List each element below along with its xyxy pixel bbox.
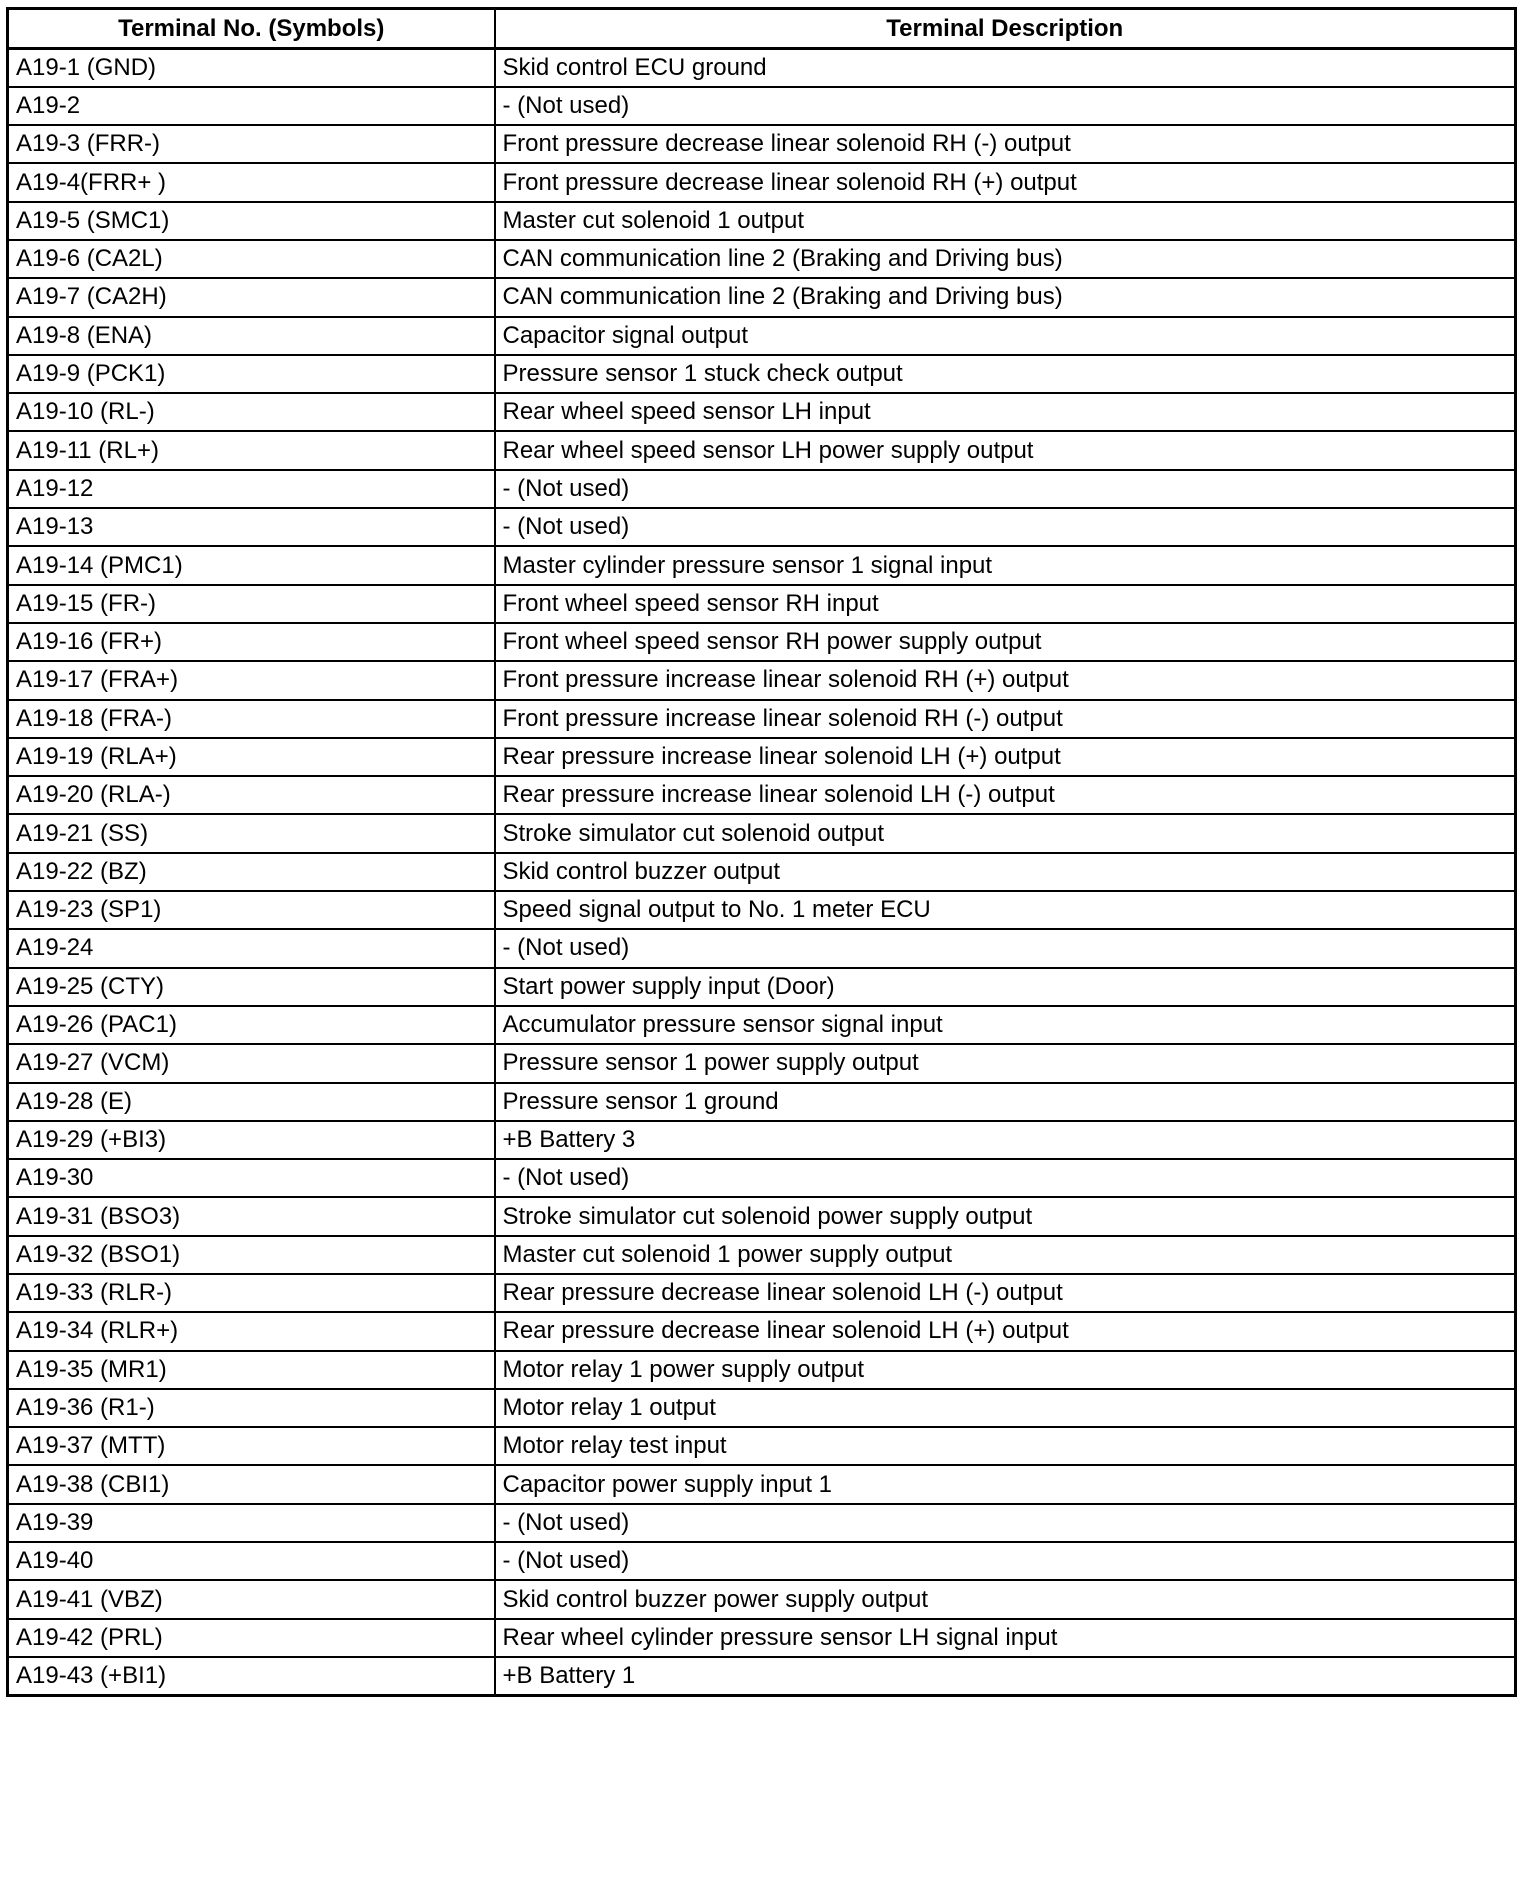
table-row [8,87,1516,125]
terminal-description-cell: CAN communication line 2 (Braking and Driving bus) [495,278,1516,316]
terminal-description-cell: - (Not used) [495,508,1516,546]
table-row [8,1427,1516,1465]
table-row [8,508,1516,546]
terminal-no-cell: A19-42 (PRL) [8,1619,495,1657]
table-body [8,49,1516,1696]
terminal-description-cell: Motor relay test input [495,1427,1516,1465]
terminal-description-cell: Rear pressure increase linear solenoid LH (-) output [495,776,1516,814]
terminal-description-cell: Capacitor power supply input 1 [495,1465,1516,1503]
terminal-no-cell: A19-32 (BSO1) [8,1236,495,1274]
terminal-no-cell: A19-19 (RLA+) [8,738,495,776]
terminal-description-cell: Rear pressure increase linear solenoid LH (+) output [495,738,1516,776]
table-row [8,1236,1516,1274]
terminal-no-cell: A19-39 [8,1504,495,1542]
terminal-no-cell: A19-35 (MR1) [8,1351,495,1389]
table-row [8,355,1516,393]
table-row [8,1274,1516,1312]
terminal-description-cell: Front pressure increase linear solenoid RH (-) output [495,700,1516,738]
terminal-no-cell: A19-34 (RLR+) [8,1312,495,1350]
terminal-no-cell: A19-15 (FR-) [8,585,495,623]
terminal-description-cell: Master cylinder pressure sensor 1 signal input [495,546,1516,584]
terminal-no-cell: A19-2 [8,87,495,125]
table-row [8,1044,1516,1082]
table-row [8,202,1516,240]
terminal-description-cell: Rear pressure decrease linear solenoid LH (-) output [495,1274,1516,1312]
terminal-description-cell: - (Not used) [495,1159,1516,1197]
terminal-no-cell: A19-16 (FR+) [8,623,495,661]
table-row [8,1542,1516,1580]
terminal-description-cell: Speed signal output to No. 1 meter ECU [495,891,1516,929]
table-header-row [8,9,1516,49]
table-row [8,738,1516,776]
terminal-description-cell: Start power supply input (Door) [495,968,1516,1006]
terminal-description-cell: Skid control ECU ground [495,49,1516,87]
table-row [8,546,1516,584]
terminal-description-cell: Motor relay 1 power supply output [495,1351,1516,1389]
terminal-no-cell: A19-43 (+BI1) [8,1657,495,1695]
terminal-no-cell: A19-29 (+BI3) [8,1121,495,1159]
terminal-no-cell: A19-40 [8,1542,495,1580]
terminal-description-cell: Motor relay 1 output [495,1389,1516,1427]
table-row [8,1389,1516,1427]
terminal-no-cell: A19-25 (CTY) [8,968,495,1006]
terminal-no-cell: A19-24 [8,929,495,967]
terminal-no-cell: A19-14 (PMC1) [8,546,495,584]
terminal-description-cell: Stroke simulator cut solenoid power supply output [495,1197,1516,1235]
table-row [8,891,1516,929]
table-row [8,125,1516,163]
column-header-terminal-no: Terminal No. (Symbols) [8,9,495,49]
terminal-no-cell: A19-4(FRR+ ) [8,163,495,201]
terminal-no-cell: A19-38 (CBI1) [8,1465,495,1503]
terminal-description-cell: Front wheel speed sensor RH input [495,585,1516,623]
terminal-no-cell: A19-30 [8,1159,495,1197]
terminal-description-cell: Accumulator pressure sensor signal input [495,1006,1516,1044]
table-row [8,1619,1516,1657]
terminal-description-cell: Front wheel speed sensor RH power supply output [495,623,1516,661]
terminal-description-cell: +B Battery 1 [495,1657,1516,1695]
terminal-description-cell: CAN communication line 2 (Braking and Driving bus) [495,240,1516,278]
terminal-table [6,7,1517,1697]
table-row [8,1121,1516,1159]
table-row [8,1657,1516,1695]
terminal-description-cell: Rear wheel cylinder pressure sensor LH signal input [495,1619,1516,1657]
table-row [8,1351,1516,1389]
terminal-description-cell: - (Not used) [495,1504,1516,1542]
terminal-no-cell: A19-17 (FRA+) [8,661,495,699]
terminal-description-cell: Pressure sensor 1 ground [495,1083,1516,1121]
terminal-no-cell: A19-1 (GND) [8,49,495,87]
terminal-no-cell: A19-12 [8,470,495,508]
terminal-no-cell: A19-3 (FRR-) [8,125,495,163]
table-row [8,1465,1516,1503]
terminal-no-cell: A19-5 (SMC1) [8,202,495,240]
terminal-no-cell: A19-20 (RLA-) [8,776,495,814]
table-row [8,49,1516,87]
table-row [8,853,1516,891]
terminal-no-cell: A19-21 (SS) [8,814,495,852]
terminal-no-cell: A19-31 (BSO3) [8,1197,495,1235]
terminal-no-cell: A19-8 (ENA) [8,317,495,355]
terminal-description-cell: Front pressure increase linear solenoid RH (+) output [495,661,1516,699]
terminal-no-cell: A19-22 (BZ) [8,853,495,891]
table-row [8,240,1516,278]
table-row [8,1197,1516,1235]
terminal-table-container [6,7,1514,1697]
table-row [8,470,1516,508]
table-row [8,393,1516,431]
terminal-no-cell: A19-41 (VBZ) [8,1580,495,1618]
terminal-description-cell: Pressure sensor 1 stuck check output [495,355,1516,393]
table-row [8,278,1516,316]
terminal-no-cell: A19-7 (CA2H) [8,278,495,316]
terminal-no-cell: A19-11 (RL+) [8,431,495,469]
table-row [8,700,1516,738]
table-row [8,431,1516,469]
table-row [8,585,1516,623]
table-row [8,163,1516,201]
table-row [8,776,1516,814]
terminal-no-cell: A19-26 (PAC1) [8,1006,495,1044]
terminal-no-cell: A19-23 (SP1) [8,891,495,929]
terminal-no-cell: A19-33 (RLR-) [8,1274,495,1312]
terminal-description-cell: Pressure sensor 1 power supply output [495,1044,1516,1082]
terminal-description-cell: - (Not used) [495,929,1516,967]
terminal-description-cell: Front pressure decrease linear solenoid RH (-) output [495,125,1516,163]
terminal-no-cell: A19-27 (VCM) [8,1044,495,1082]
terminal-no-cell: A19-28 (E) [8,1083,495,1121]
terminal-description-cell: +B Battery 3 [495,1121,1516,1159]
table-row [8,1312,1516,1350]
terminal-description-cell: Capacitor signal output [495,317,1516,355]
terminal-description-cell: Stroke simulator cut solenoid output [495,814,1516,852]
terminal-description-cell: Rear pressure decrease linear solenoid LH (+) output [495,1312,1516,1350]
terminal-description-cell: Master cut solenoid 1 output [495,202,1516,240]
table-row [8,661,1516,699]
terminal-description-cell: - (Not used) [495,87,1516,125]
terminal-no-cell: A19-9 (PCK1) [8,355,495,393]
terminal-no-cell: A19-36 (R1-) [8,1389,495,1427]
table-row [8,317,1516,355]
terminal-description-cell: - (Not used) [495,470,1516,508]
table-row [8,1580,1516,1618]
terminal-description-cell: - (Not used) [495,1542,1516,1580]
terminal-description-cell: Front pressure decrease linear solenoid RH (+) output [495,163,1516,201]
table-row [8,1083,1516,1121]
table-row [8,814,1516,852]
terminal-no-cell: A19-6 (CA2L) [8,240,495,278]
table-row [8,968,1516,1006]
table-row [8,1159,1516,1197]
terminal-no-cell: A19-10 (RL-) [8,393,495,431]
table-row [8,1006,1516,1044]
table-row [8,929,1516,967]
terminal-no-cell: A19-37 (MTT) [8,1427,495,1465]
terminal-description-cell: Skid control buzzer output [495,853,1516,891]
table-row [8,1504,1516,1542]
terminal-description-cell: Skid control buzzer power supply output [495,1580,1516,1618]
column-header-terminal-description: Terminal Description [495,9,1516,49]
terminal-description-cell: Master cut solenoid 1 power supply output [495,1236,1516,1274]
table-row [8,623,1516,661]
terminal-no-cell: A19-13 [8,508,495,546]
terminal-no-cell: A19-18 (FRA-) [8,700,495,738]
terminal-description-cell: Rear wheel speed sensor LH power supply output [495,431,1516,469]
terminal-description-cell: Rear wheel speed sensor LH input [495,393,1516,431]
